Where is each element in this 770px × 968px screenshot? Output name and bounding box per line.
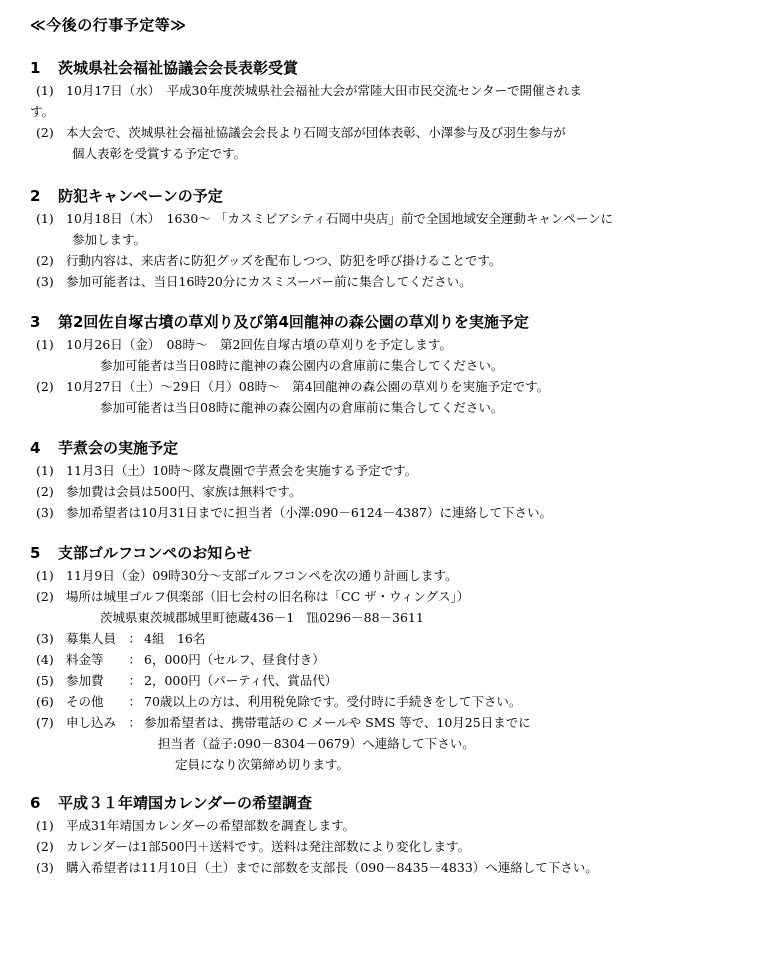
list-item-continuation: 参加可能者は当日08時に龍神の森公園内の倉庫前に集合してください。 bbox=[100, 400, 504, 415]
list-item: (1) 平成31年靖国カレンダーの希望部数を調査します。 bbox=[36, 818, 356, 833]
section-heading: 1 茨城県社会福祉協議会会長表彰受賞 bbox=[30, 59, 299, 77]
list-item: (3) 参加希望者は10月31日までに担当者（小澤:090－6124－4387）に連絡して下さい。 bbox=[36, 505, 553, 520]
list-item-continuation: 茨城県東茨城郡城里町徳蔵436－1 ℡0296－88－3611 bbox=[100, 610, 424, 625]
section-2 bbox=[30, 185, 750, 292]
list-item-continuation: 定員になり次第締め切ります。 bbox=[175, 757, 350, 772]
list-item: (7) 申し込み ： 参加希望者は、携帯電話の C メールや SMS 等で、10月25日までに bbox=[36, 715, 531, 730]
list-item: (1) 11月9日（金）09時30分～支部ゴルフコンペを次の通り計画します。 bbox=[36, 568, 458, 583]
list-item: (3) 購入希望者は11月10日（土）までに部数を支部長（090－8435－4833）へ連絡して下さい。 bbox=[36, 860, 598, 875]
list-item: (6) その他 ： 70歳以上の方は、利用税免除です。受付時に手続きをして下さい。 bbox=[36, 694, 522, 709]
list-item: (5) 参加費 ： 2，000円（パーティ代、賞品代） bbox=[36, 673, 338, 688]
list-item: (1) 11月3日（土）10時～隊友農園で芋煮会を実施する予定です。 bbox=[36, 463, 418, 478]
section-heading: 2 防犯キャンペーンの予定 bbox=[30, 187, 223, 205]
section-heading: 3 第2回佐自塚古墳の草刈り及び第4回龍神の森公園の草刈りを実施予定 bbox=[30, 313, 529, 331]
section-4 bbox=[30, 437, 750, 523]
section-6 bbox=[30, 792, 750, 878]
list-item: (2) 10月27日（土）～29日（月）08時～ 第4回龍神の森公園の草刈りを実施予定です。 bbox=[36, 379, 550, 394]
list-item: (2) カレンダーは1部500円＋送料です。送料は発注部数により変化します。 bbox=[36, 839, 471, 854]
list-item-continuation: す。 bbox=[30, 104, 55, 119]
list-item: (4) 料金等 ： 6，000円（セルフ、昼食付き） bbox=[36, 652, 325, 667]
list-item-continuation: 個人表彰を受賞する予定です。 bbox=[72, 146, 247, 161]
list-item: (2) 参加費は会員は500円、家族は無料です。 bbox=[36, 484, 302, 499]
section-3 bbox=[30, 311, 750, 418]
list-item: (1) 10月26日（金） 08時～ 第2回佐自塚古墳の草刈りを予定します。 bbox=[36, 337, 452, 352]
list-item: (1) 10月17日（水） 平成30年度茨城県社会福祉大会が常陸大田市民交流センターで開催されま bbox=[36, 83, 582, 98]
list-item-continuation: 参加可能者は当日08時に龍神の森公園内の倉庫前に集合してください。 bbox=[100, 358, 504, 373]
list-item: (1) 10月18日（木） 1630～ 「カスミピアシティ石岡中央店」前で全国地域安全運動キャンペーンに bbox=[36, 211, 614, 226]
list-item: (2) 場所は城里ゴルフ倶楽部（旧七会村の旧名称は「CC ザ・ウィングス」） bbox=[36, 589, 470, 604]
list-item: (3) 参加可能者は、当日16時20分にカスミスーパー前に集合してください。 bbox=[36, 274, 472, 289]
section-5 bbox=[30, 542, 750, 775]
list-item: (3) 募集人員 ： 4組 16名 bbox=[36, 631, 206, 646]
section-heading: 6 平成３１年靖国カレンダーの希望調査 bbox=[30, 794, 313, 812]
list-item: (2) 行動内容は、来店者に防犯グッズを配布しつつ、防犯を呼び掛けることです。 bbox=[36, 253, 502, 268]
list-item-continuation: 担当者（益子:090－8304－0679）へ連絡して下さい。 bbox=[158, 736, 475, 751]
section-heading: 5 支部ゴルフコンペのお知らせ bbox=[30, 544, 252, 562]
section-1 bbox=[30, 57, 750, 164]
document-title: ≪今後の行事予定等≫ bbox=[30, 16, 187, 34]
list-item-continuation: 参加します。 bbox=[72, 232, 147, 247]
list-item: (2) 本大会で、茨城県社会福祉協議会会長より石岡支部が団体表彰、小澤参与及び羽生参与が bbox=[36, 125, 566, 140]
section-heading: 4 芋煮会の実施予定 bbox=[30, 439, 179, 457]
